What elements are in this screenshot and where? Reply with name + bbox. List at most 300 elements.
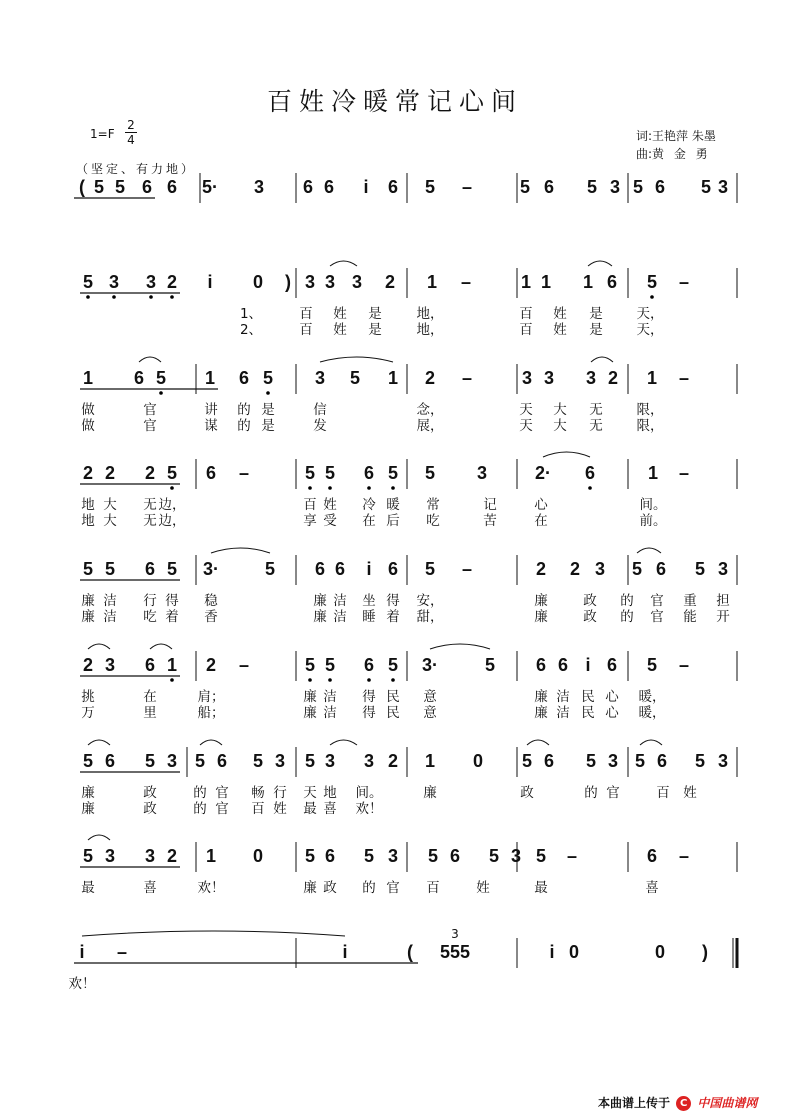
lyric-syllable: 2、: [239, 322, 263, 338]
note: 5: [262, 368, 274, 388]
lyric-syllable: 发: [313, 418, 327, 434]
low-octave-dot: [588, 486, 592, 490]
lyric-syllable: 廉: [313, 609, 327, 625]
note: –: [461, 559, 473, 579]
note: 3: [717, 751, 729, 771]
note: 5·: [201, 177, 219, 197]
lyric-syllable: 民: [581, 705, 595, 721]
lyric-syllable: 谋: [204, 418, 218, 434]
lyric-syllable: 廉: [303, 689, 317, 705]
lyric-syllable: 前。: [639, 513, 667, 529]
note: 3: [145, 272, 157, 292]
lyric-syllable: 间。: [355, 785, 383, 801]
note: 1: [647, 463, 659, 483]
low-octave-dot: [170, 678, 174, 682]
note: 5: [694, 751, 706, 771]
lyric-syllable: 最: [534, 880, 548, 896]
lyric-syllable: 念，: [416, 402, 444, 418]
note: 2: [569, 559, 581, 579]
lyric-syllable: 廉: [303, 880, 317, 896]
note: i: [585, 655, 591, 675]
lyric-syllable: 洁: [103, 593, 117, 609]
lyric-syllable: 地，: [416, 306, 444, 322]
lyric-syllable: 廉: [534, 689, 548, 705]
note: 5: [646, 272, 658, 292]
lyric-syllable: 官: [650, 609, 664, 625]
note: 2: [166, 846, 178, 866]
lyric-syllable: 船；: [197, 705, 225, 721]
note: 0: [568, 942, 580, 962]
low-octave-dot: [86, 295, 90, 299]
note: 6: [323, 177, 335, 197]
lyric-syllable: 享: [303, 513, 317, 529]
lyric-syllable: 姓: [333, 322, 347, 338]
note: 5: [304, 846, 316, 866]
lyric-syllable: 民: [386, 689, 400, 705]
note: 6: [363, 655, 375, 675]
lyric-syllable: 天: [519, 418, 533, 434]
note: 3: [351, 272, 363, 292]
lyric-syllable: 姓: [476, 880, 490, 896]
note: 1: [646, 368, 658, 388]
lyric-syllable: 百: [303, 497, 317, 513]
note: 5: [82, 846, 94, 866]
note: 6: [387, 559, 399, 579]
lyric-syllable: 廉: [81, 593, 95, 609]
lyric-syllable: 在: [534, 513, 548, 529]
note: i: [363, 177, 369, 197]
note: (: [79, 177, 85, 197]
note: 2·: [534, 463, 552, 483]
note: 0: [252, 272, 264, 292]
lyric-syllable: 地，: [416, 322, 444, 338]
lyric-syllable: 能: [683, 609, 697, 625]
lyric-syllable: 官: [650, 593, 664, 609]
lyric-syllable: 在: [362, 513, 376, 529]
note: 5: [521, 751, 533, 771]
lyric-syllable: 行: [143, 593, 157, 609]
note: 5: [349, 368, 361, 388]
note: 1: [204, 368, 216, 388]
slur: [637, 548, 661, 553]
note: 1: [82, 368, 94, 388]
lyric-syllable: 民: [386, 705, 400, 721]
lyric-syllable: 官: [143, 418, 157, 434]
slur: [588, 261, 612, 266]
lyric-syllable: 官: [606, 785, 620, 801]
lyric-syllable: 稳: [204, 593, 218, 609]
note: 3: [304, 272, 316, 292]
lyric-syllable: 开: [716, 609, 730, 625]
lyric-syllable: 姓: [273, 801, 287, 817]
lyric-syllable: 百: [426, 880, 440, 896]
note: 5: [484, 655, 496, 675]
low-octave-dot: [391, 486, 395, 490]
composer-credit: 曲:黄 金 勇: [636, 147, 708, 161]
note: –: [460, 272, 472, 292]
note: 5: [632, 177, 644, 197]
low-octave-dot: [170, 295, 174, 299]
note: 6: [216, 751, 228, 771]
note: 2: [535, 559, 547, 579]
note: 5: [324, 655, 336, 675]
lyric-syllable: 廉: [313, 593, 327, 609]
lyric-syllable: 廉: [81, 785, 95, 801]
note: (: [407, 942, 413, 962]
lyric-syllable: 姓: [333, 306, 347, 322]
key-signature: 1=F: [90, 127, 115, 141]
lyric-syllable: 展，: [416, 418, 444, 434]
lyric-syllable: 的: [620, 609, 634, 625]
lyric-syllable: 受: [323, 513, 337, 529]
note: 2: [104, 463, 116, 483]
lyric-syllable: 是: [368, 306, 382, 322]
lyric-syllable: 常: [426, 497, 440, 513]
lyric-syllable: 是: [261, 402, 275, 418]
lyric-syllable: 暖: [386, 497, 400, 513]
slur: [591, 357, 613, 362]
lyric-syllable: 地: [81, 513, 95, 529]
lyric-syllable: 官: [143, 402, 157, 418]
note: 5: [424, 559, 436, 579]
note: 5: [585, 751, 597, 771]
lyric-syllable: 无: [589, 418, 603, 434]
note: 6: [654, 177, 666, 197]
note: 1: [166, 655, 178, 675]
note: 2: [607, 368, 619, 388]
note: 5: [519, 177, 531, 197]
note: –: [678, 368, 690, 388]
note: i: [79, 942, 85, 962]
lyric-syllable: 百: [299, 322, 313, 338]
lyricist-credit: 词:王艳萍 朱墨: [636, 129, 716, 143]
lyric-syllable: 的: [237, 418, 251, 434]
note: 6: [543, 751, 555, 771]
lyric-syllable: 边，: [158, 497, 186, 513]
lyric-syllable: 香: [204, 609, 218, 625]
lyric-syllable: 意: [423, 705, 437, 721]
lyric-syllable: 政: [583, 593, 597, 609]
lyric-syllable: 大: [553, 418, 567, 434]
note: –: [461, 177, 473, 197]
lyric-syllable: 洁: [333, 609, 347, 625]
note: 2: [144, 463, 156, 483]
note: 6: [543, 177, 555, 197]
lyric-syllable: 心: [605, 705, 619, 721]
note: 5: [82, 751, 94, 771]
lyric-syllable: 得: [165, 593, 179, 609]
note: 6: [606, 655, 618, 675]
lyric-syllable: 廉: [534, 705, 548, 721]
low-octave-dot: [391, 678, 395, 682]
lyric-syllable: 安，: [416, 593, 444, 609]
note: 5: [631, 559, 643, 579]
note: 6: [557, 655, 569, 675]
note: 3: [104, 655, 116, 675]
lyric-syllable: 天: [303, 785, 317, 801]
lyric-syllable: 挑: [81, 689, 95, 705]
lyric-syllable: 姓: [683, 785, 697, 801]
low-octave-dot: [367, 678, 371, 682]
lyric-syllable: 洁: [323, 705, 337, 721]
note: i: [207, 272, 213, 292]
note: 5: [387, 655, 399, 675]
note: i: [549, 942, 555, 962]
note: 6: [314, 559, 326, 579]
note: 6: [606, 272, 618, 292]
note: 5: [304, 655, 316, 675]
note: 3: [585, 368, 597, 388]
note: 5: [82, 559, 94, 579]
lyric-syllable: 睡: [362, 609, 376, 625]
note: 3: [609, 177, 621, 197]
note: 6: [363, 463, 375, 483]
note: –: [116, 942, 128, 962]
note: i: [366, 559, 372, 579]
note: 0: [472, 751, 484, 771]
lyric-syllable: 吃: [143, 609, 157, 625]
note: 3: [521, 368, 533, 388]
note: 3: [314, 368, 326, 388]
low-octave-dot: [266, 391, 270, 395]
lyric-syllable: 得: [386, 593, 400, 609]
lyric-syllable: 政: [143, 785, 157, 801]
lyric-syllable: 姓: [323, 497, 337, 513]
lyric-syllable: 百: [656, 785, 670, 801]
lyric-syllable: 无: [589, 402, 603, 418]
low-octave-dot: [159, 391, 163, 395]
note: –: [461, 368, 473, 388]
lyric-syllable: 记: [483, 497, 497, 513]
note: 6: [302, 177, 314, 197]
low-octave-dot: [367, 486, 371, 490]
note: 6: [324, 846, 336, 866]
lyric-syllable: 欢！: [68, 976, 96, 992]
lyric-syllable: 的: [193, 801, 207, 817]
slur: [527, 740, 549, 745]
lyric-syllable: 官: [386, 880, 400, 896]
note: 3·: [202, 559, 220, 579]
lyric-syllable: 得: [362, 705, 376, 721]
lyric-syllable: 着: [165, 609, 179, 625]
lyric-syllable: 讲: [204, 402, 218, 418]
note: 3: [324, 751, 336, 771]
lyric-syllable: 廉: [423, 785, 437, 801]
lyric-syllable: 百: [299, 306, 313, 322]
slur: [330, 740, 357, 745]
lyric-syllable: 政: [323, 880, 337, 896]
lyric-syllable: 欢！: [197, 880, 225, 896]
note: ): [285, 272, 291, 292]
lyric-syllable: 地: [323, 785, 337, 801]
lyric-syllable: 后: [386, 513, 400, 529]
note: 5: [694, 559, 706, 579]
note: 5: [387, 463, 399, 483]
note: 3: [108, 272, 120, 292]
lyric-syllable: 廉: [303, 705, 317, 721]
lyric-syllable: 最: [303, 801, 317, 817]
lyric-syllable: 民: [581, 689, 595, 705]
lyric-syllable: 的: [193, 785, 207, 801]
lyric-syllable: 洁: [556, 705, 570, 721]
note: 3: [717, 559, 729, 579]
lyric-syllable: 里: [143, 705, 157, 721]
slur: [88, 740, 110, 745]
slur: [82, 931, 345, 936]
lyric-syllable: 是: [589, 306, 603, 322]
lyric-syllable: 姓: [553, 306, 567, 322]
slur: [543, 452, 590, 457]
note: 3: [166, 751, 178, 771]
lyric-syllable: 政: [520, 785, 534, 801]
lyric-syllable: 暖，: [638, 689, 666, 705]
lyric-syllable: 廉: [81, 801, 95, 817]
note: –: [678, 272, 690, 292]
note: 6: [535, 655, 547, 675]
time-signature-top: 2: [127, 118, 135, 132]
slur: [139, 357, 161, 362]
note: 5: [424, 177, 436, 197]
site-footer: [598, 1094, 757, 1111]
note: i: [342, 942, 348, 962]
note: 5: [586, 177, 598, 197]
note: 5: [634, 751, 646, 771]
slur: [150, 644, 172, 649]
lyric-syllable: 边，: [158, 513, 186, 529]
slur: [640, 740, 662, 745]
note: ): [702, 942, 708, 962]
lyric-syllable: 地: [81, 497, 95, 513]
note: 6: [387, 177, 399, 197]
note: 6: [655, 559, 667, 579]
note: 5: [363, 846, 375, 866]
note: 5: [155, 368, 167, 388]
low-octave-dot: [650, 295, 654, 299]
lyric-syllable: 得: [362, 689, 376, 705]
note: 3: [253, 177, 265, 197]
lyric-syllable: 廉: [534, 593, 548, 609]
note: 1: [582, 272, 594, 292]
note: 5: [304, 463, 316, 483]
note: 3: [363, 751, 375, 771]
note: 1: [205, 846, 217, 866]
lyric-syllable: 冷: [362, 497, 376, 513]
note: 6: [238, 368, 250, 388]
note: 5: [114, 177, 126, 197]
lyric-syllable: 喜: [323, 801, 337, 817]
note: 6: [104, 751, 116, 771]
site-logo-icon: C: [676, 1096, 691, 1111]
song-title: 百姓冷暖常记心间: [266, 87, 523, 116]
lyric-syllable: 担: [716, 593, 730, 609]
note: 6: [133, 368, 145, 388]
low-octave-dot: [328, 678, 332, 682]
note: –: [678, 846, 690, 866]
slur: [88, 644, 110, 649]
note: 3·: [421, 655, 439, 675]
note: 5: [252, 751, 264, 771]
slur: [430, 644, 490, 649]
lyric-syllable: 信: [313, 402, 327, 418]
note: 6: [449, 846, 461, 866]
lyric-syllable: 限，: [636, 402, 664, 418]
lyric-syllable: 洁: [323, 689, 337, 705]
lyric-syllable: 喜: [143, 880, 157, 896]
slur: [88, 835, 110, 840]
lyric-syllable: 肩；: [197, 689, 225, 705]
lyric-syllable: 心: [534, 497, 548, 513]
lyric-syllable: 百: [519, 322, 533, 338]
lyric-syllable: 大: [103, 513, 117, 529]
lyric-syllable: 重: [683, 593, 697, 609]
low-octave-dot: [328, 486, 332, 490]
lyric-syllable: 政: [143, 801, 157, 817]
low-octave-dot: [308, 678, 312, 682]
note: 5: [93, 177, 105, 197]
lyric-syllable: 最: [81, 880, 95, 896]
note: 5: [264, 559, 276, 579]
low-octave-dot: [308, 486, 312, 490]
note: 5: [700, 177, 712, 197]
lyric-syllable: 无: [143, 497, 157, 513]
lyric-syllable: 百: [251, 801, 265, 817]
note: 3: [274, 751, 286, 771]
low-octave-dot: [149, 295, 153, 299]
slur: [320, 357, 393, 362]
lyric-syllable: 官: [215, 801, 229, 817]
lyric-syllable: 甜，: [416, 609, 444, 625]
lyric-syllable: 廉: [534, 609, 548, 625]
note: 0: [252, 846, 264, 866]
slur: [211, 548, 270, 553]
note: 2: [384, 272, 396, 292]
note: 3: [543, 368, 555, 388]
note: 2: [387, 751, 399, 771]
note: 1: [520, 272, 532, 292]
lyric-syllable: 着: [386, 609, 400, 625]
note: 6: [205, 463, 217, 483]
note: 2: [424, 368, 436, 388]
note: 2: [82, 655, 94, 675]
lyric-syllable: 喜: [645, 880, 659, 896]
note: 5: [427, 846, 439, 866]
lyric-syllable: 姓: [553, 322, 567, 338]
lyric-syllable: 是: [368, 322, 382, 338]
lyric-syllable: 1、: [239, 306, 263, 322]
note: 3: [324, 272, 336, 292]
lyric-syllable: 天: [519, 402, 533, 418]
lyric-syllable: 坐: [362, 593, 376, 609]
lyric-syllable: 苦: [483, 513, 497, 529]
expression-marking: （坚定、有力地）: [76, 162, 197, 176]
lyric-syllable: 天，: [636, 322, 664, 338]
note: 1: [424, 751, 436, 771]
note: 6: [144, 655, 156, 675]
lyric-syllable: 百: [519, 306, 533, 322]
note: 3: [594, 559, 606, 579]
note: 3: [607, 751, 619, 771]
note: 1: [540, 272, 552, 292]
lyric-syllable: 行: [273, 785, 287, 801]
note: –: [678, 655, 690, 675]
note: 0: [654, 942, 666, 962]
lyric-syllable: 的: [362, 880, 376, 896]
note: 6: [656, 751, 668, 771]
lyric-syllable: 欢！: [355, 801, 383, 817]
note: 1: [387, 368, 399, 388]
lyric-syllable: 的: [237, 402, 251, 418]
lyric-syllable: 天，: [636, 306, 664, 322]
